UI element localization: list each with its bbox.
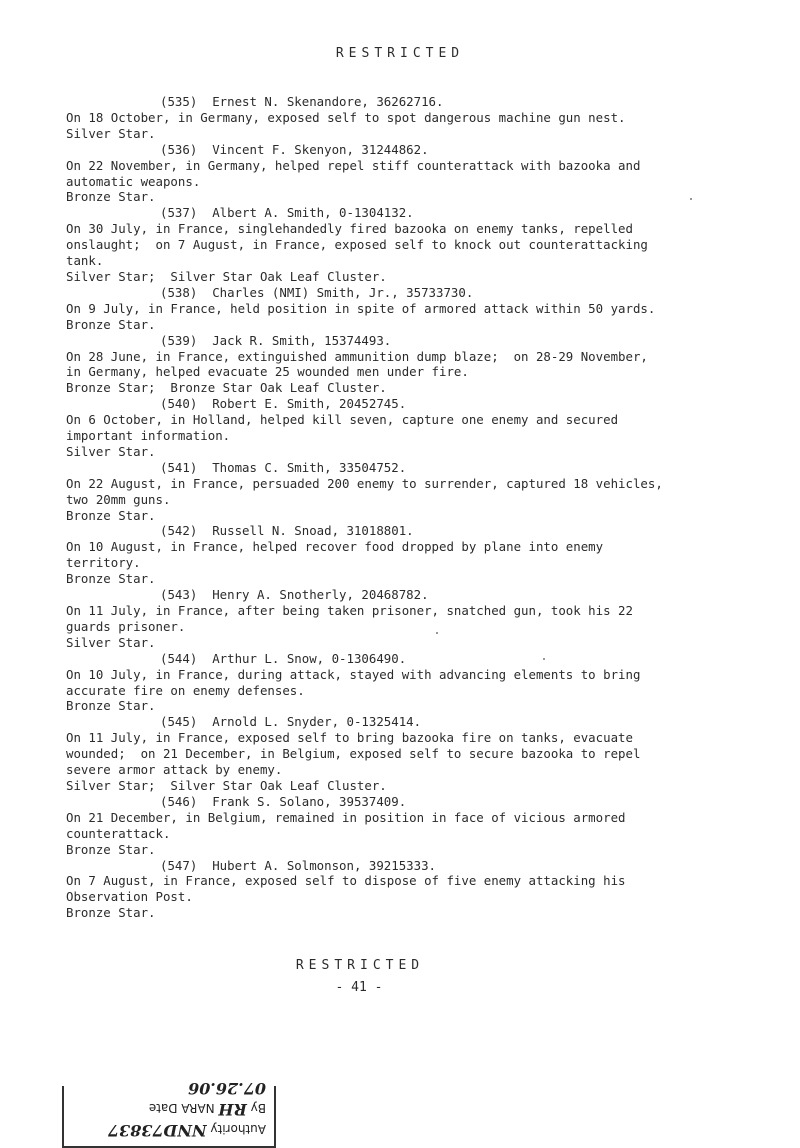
entry-text-line: On 11 July, in France, exposed self to bring bazooka fire on tanks, evacuate [66,730,633,746]
entry-heading: (542) Russell N. Snoad, 31018801. [160,523,414,539]
entry-text-line: two 20mm guns. [66,491,171,507]
entry-text-line: tank. [66,253,104,269]
entry-text-line: On 22 November, in Germany, helped repel stiff counterattack with bazooka and [66,157,641,173]
entry-text-line: territory. [66,555,141,571]
entry-text-line: accurate fire on enemy defenses. [66,682,305,698]
entry-text-line: Bronze Star. [66,571,156,587]
page-number: - 41 - [335,980,383,995]
entry-text-line: Silver Star. [66,443,156,459]
entry-text-line: Bronze Star. [66,698,156,714]
entry-heading: (541) Thomas C. Smith, 33504752. [160,459,407,475]
entry-text-line: On 11 July, in France, after being taken prisoner, snatched gun, took his 22 [66,603,633,618]
entry-text-line: On 21 December, in Belgium, remained in position in face of vicious armored [66,809,626,825]
entry-heading: (539) Jack R. Smith, 15374493. [160,332,392,348]
entry-text-line: Bronze Star. [66,841,156,857]
entry-heading: (545) Arnold L. Snyder, 0-1325414. [160,714,422,730]
entry-heading: (538) Charles (NMI) Smith, Jr., 35733730. [160,284,474,300]
stamp-by-value: RH [218,1100,247,1119]
entry-heading: (547) Hubert A. Solmonson, 39215333. [160,857,437,873]
entry-heading: (540) Robert E. Smith, 20452745. [160,396,407,412]
footer-restricted: RESTRICTED [295,958,425,973]
entry-text-line: On 28 June, in France, extinguished ammunition dump blaze; on 28-29 November, [66,348,648,364]
entry-text-line: severe armor attack by enemy. [66,762,283,778]
stamp-authority-value: NND73837 [107,1121,207,1140]
entry-text-line: counterattack. [66,825,171,841]
entry-heading: (546) Frank S. Solano, 39537409. [160,793,407,809]
scan-speck [436,632,438,634]
entry-text-line: Observation Post. [66,889,193,905]
entry-heading: (535) Ernest N. Skenandore, 36262716. [160,94,444,109]
entry-text-line: On 10 August, in France, helped recover food dropped by plane into enemy [66,539,604,555]
entry-text-line: Silver Star. [66,125,156,141]
entry-text-line: On 30 July, in France, singlehandedly fired bazooka on enemy tanks, repelled [66,221,633,237]
entry-text-line: Bronze Star. [66,507,156,523]
entry-heading: (536) Vincent F. Skenyon, 31244862. [160,141,429,157]
entry-text-line: Silver Star; Silver Star Oak Leaf Cluster. [66,268,387,284]
entry-text-line: Bronze Star. [66,316,156,332]
entry-text-line: On 22 August, in France, persuaded 200 enemy to surrender, captured 18 vehicles, [66,475,663,491]
entry-text-line: On 9 July, in France, held position in spite of armored attack within 50 yards. [66,300,656,316]
header-restricted: RESTRICTED [335,46,465,61]
entry-text-line: On 7 August, in France, exposed self to dispose of five enemy attacking his [66,873,626,889]
scan-speck [690,198,692,200]
stamp-by-label: By [250,1101,266,1115]
entry-text-line: On 18 October, in Germany, exposed self to spot dangerous machine gun nest. [66,109,626,125]
stamp-by-line [72,1077,266,1119]
entry-heading: (537) Albert A. Smith, 0-1304132. [160,205,414,221]
stamp-authority-line [72,1119,266,1140]
entry-text-line: automatic weapons. [66,173,201,189]
entry-text-line: in Germany, helped evacuate 25 wounded men under fire. [66,364,469,380]
entry-text-line: Bronze Star; Bronze Star Oak Leaf Cluster. [66,380,387,396]
stamp-nara-value: 07.26.06 [188,1079,266,1098]
stamp-nara-label: NARA Date [148,1101,215,1115]
entry-heading: (544) Arthur L. Snow, 0-1306490. [160,650,407,666]
document-body [66,94,766,921]
entry-text-line: On 6 October, in Holland, helped kill seven, capture one enemy and secured [66,412,619,428]
entry-text-line: On 10 July, in France, during attack, stayed with advancing elements to bring [66,666,641,682]
stamp-authority-label: Authority [210,1122,266,1136]
entry-text-line: Bronze Star. [66,189,156,205]
entry-text-line: Bronze Star. [66,905,156,921]
entry-text-line: Silver Star; Silver Star Oak Leaf Cluster. [66,777,387,793]
entry-text-line: important information. [66,428,231,444]
declassification-stamp [62,1079,276,1148]
scan-speck [543,658,545,660]
entry-text-line: Silver Star. [66,634,156,650]
entry-text-line: onslaught; on 7 August, in France, exposed self to knock out counterattacking [66,237,648,253]
entry-text-line: guards prisoner. [66,618,186,634]
entry-heading: (543) Henry A. Snotherly, 20468782. [160,587,429,603]
entry-text-line: wounded; on 21 December, in Belgium, exposed self to secure bazooka to repel [66,746,641,762]
